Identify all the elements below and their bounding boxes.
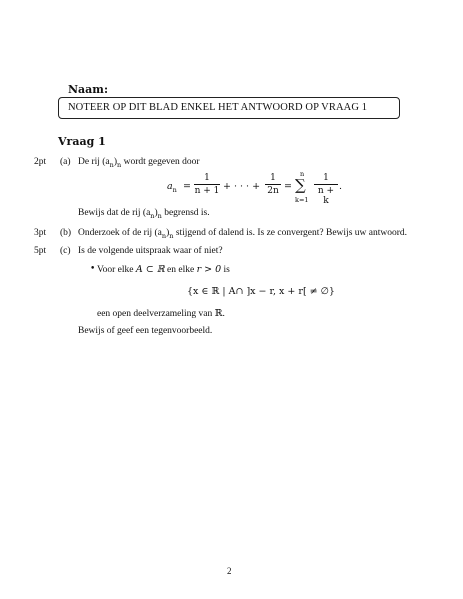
part-c-points: 5pt [34, 246, 47, 256]
bullet-point: • [90, 264, 96, 274]
page-number: 2 [227, 566, 232, 576]
set-expression: {x ∈ ℝ | A∩ ]x − r, x + r[ ≠ ∅} [187, 286, 335, 297]
part-c-label: (c) [60, 246, 71, 256]
part-b-points: 3pt [34, 228, 47, 238]
part-a-intro: De rij $(a_n)_n$ wordt gegeven door [78, 157, 200, 169]
sum-upper: n [300, 170, 305, 178]
formula-period: . [339, 181, 343, 192]
notice-text: NOTEER OP DIT BLAD ENKEL HET ANTWOORD OP VRAAG 1 [68, 102, 368, 113]
part-a-label: (a) [60, 157, 71, 167]
part-a-points: 2pt [34, 157, 47, 167]
formula-eq: = [183, 181, 191, 192]
part-c-question: Is de volgende uitspraak waar of niet? [78, 246, 223, 256]
fraction-3: 1 n + k [314, 173, 338, 206]
bullet-statement: Voor elke A ⊂ ℝ en elke r > 0 is [97, 264, 230, 275]
sum-lower: k=1 [295, 196, 309, 204]
formula-lhs: $a_n$ [167, 181, 177, 194]
section-title: Vraag 1 [58, 135, 106, 148]
formula-plus-dots: + · · · + [223, 181, 261, 192]
sum-sign: ∑ [295, 176, 306, 194]
fraction-2: 1 2n [265, 173, 281, 196]
fraction-1: 1 n + 1 [194, 173, 220, 196]
part-b-label: (b) [60, 228, 72, 238]
name-label: Naam: [68, 83, 109, 96]
closing-instruction: Bewijs of geef een tegenvoorbeeld. [78, 326, 213, 336]
part-a-proof: Bewijs dat de rij $(a_n)_n$ begrensd is. [78, 208, 210, 220]
formula-eq-2: = [284, 181, 292, 192]
part-b-text: Onderzoek of de rij $(a_n)_n$ stijgend of dalend is. Is ze convergent? Bewijs uw antwoord. [78, 228, 408, 240]
notice-box [58, 97, 400, 119]
open-subset-line: een open deelverzameling van ℝ. [97, 308, 225, 319]
